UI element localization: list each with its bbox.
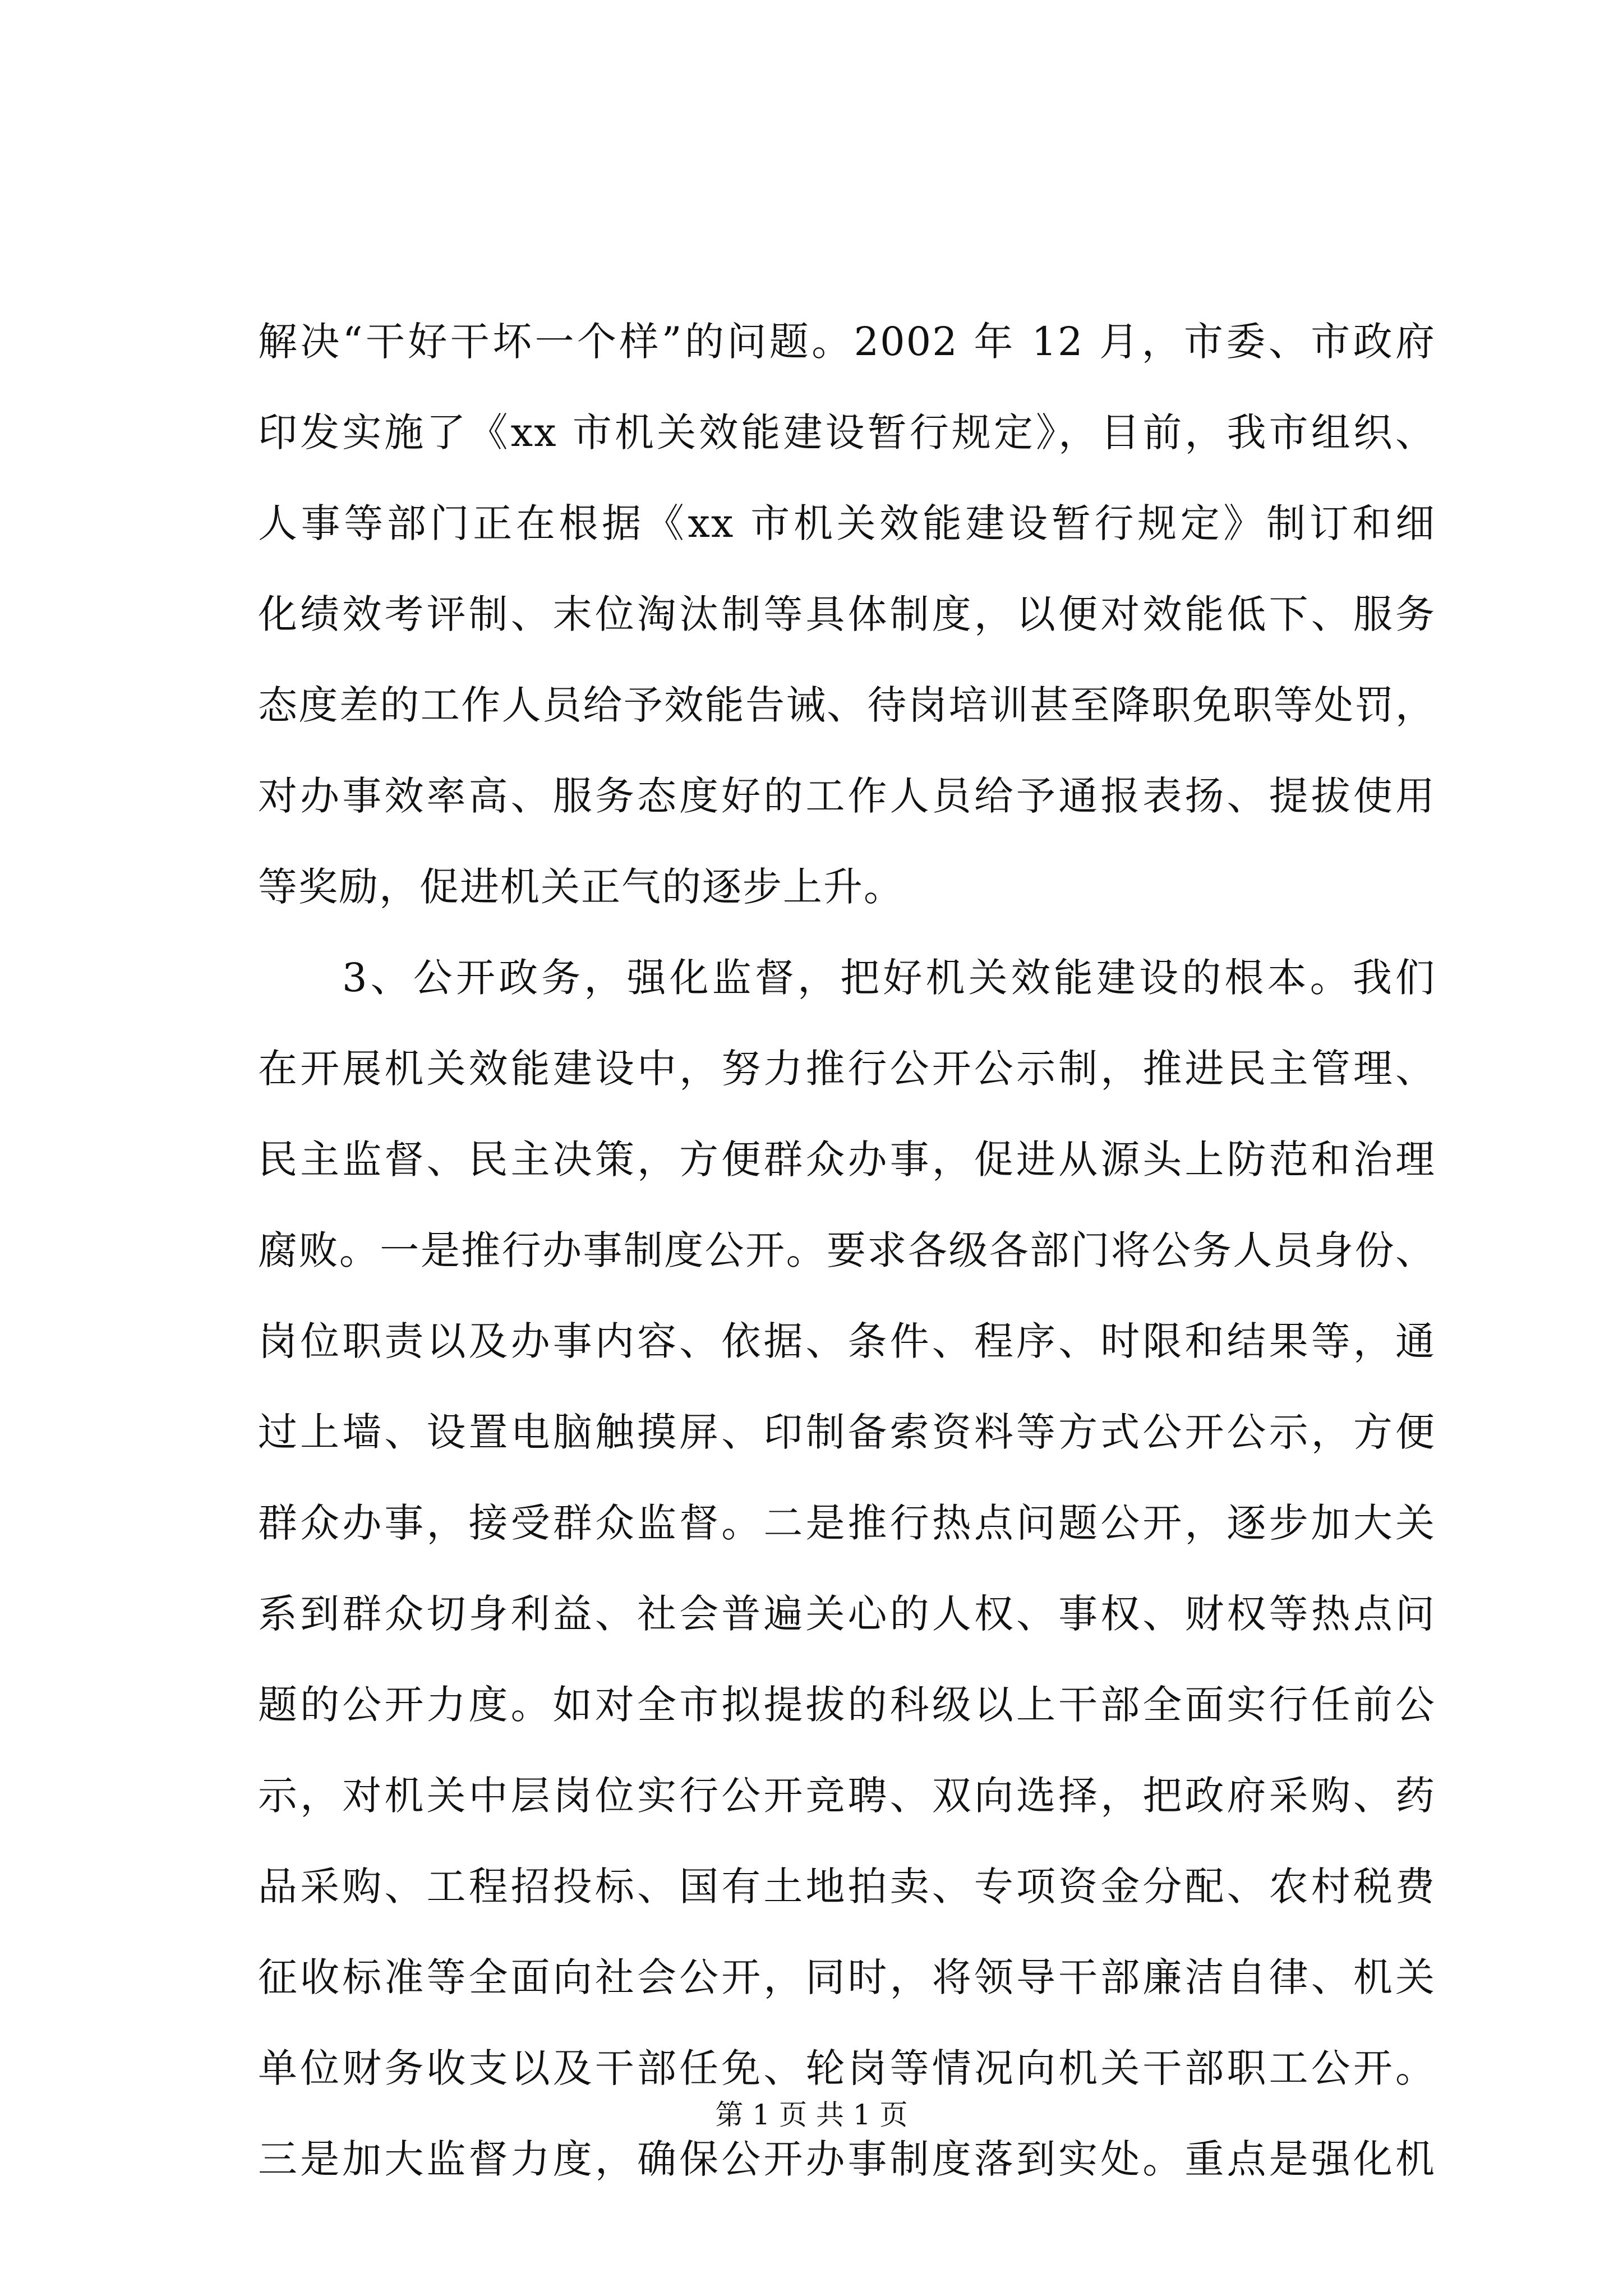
text-line: 化绩效考评制、末位淘汰制等具体制度，以便对效能低下、服务	[258, 591, 1436, 637]
text-line: 题的公开力度。如对全市拟提拔的科级以上干部全面实行任前公	[258, 1682, 1436, 1728]
text-line: 印发实施了《xx 市机关效能建设暂行规定》，目前，我市组织、	[258, 409, 1436, 455]
text-line: 对办事效率高、服务态度好的工作人员给予通报表扬、提拔使用	[258, 773, 1436, 819]
text-line: 民主监督、民主决策，方便群众办事，促进从源头上防范和治理	[258, 1137, 1436, 1182]
text-line: 群众办事，接受群众监督。二是推行热点问题公开，逐步加大关	[258, 1500, 1436, 1546]
document-body	[258, 296, 1436, 2205]
text-line: 人事等部门正在根据《xx 市机关效能建设暂行规定》制订和细	[258, 500, 1436, 546]
page-footer	[0, 2098, 1623, 2132]
text-line: 过上墙、设置电脑触摸屏、印制备索资料等方式公开公示，方便	[258, 1409, 1436, 1455]
text-line: 征收标准等全面向社会公开，同时，将领导干部廉洁自律、机关	[258, 1954, 1436, 2000]
text-line: 品采购、工程招投标、国有土地拍卖、专项资金分配、农村税费	[258, 1864, 1436, 1910]
text-line: 单位财务收支以及干部任免、轮岗等情况向机关干部职工公开。	[258, 2045, 1436, 2091]
text-line: 态度差的工作人员给予效能告诫、待岗培训甚至降职免职等处罚，	[258, 682, 1436, 728]
text-line: 等奖励，促进机关正气的逐步上升。	[258, 864, 904, 910]
paragraph-start-line: 3、公开政务，强化监督，把好机关效能建设的根本。我们	[342, 955, 1436, 1001]
text-line: 岗位职责以及办事内容、依据、条件、程序、时限和结果等，通	[258, 1318, 1436, 1364]
text-line: 解决“干好干坏一个样”的问题。2002 年 12 月，市委、市政府	[258, 319, 1436, 365]
text-line: 示，对机关中层岗位实行公开竞聘、双向选择，把政府采购、药	[258, 1773, 1436, 1819]
text-line: 腐败。一是推行办事制度公开。要求各级各部门将公务人员身份、	[258, 1227, 1436, 1273]
text-line: 系到群众切身利益、社会普遍关心的人权、事权、财权等热点问	[258, 1591, 1436, 1637]
page-number-label: 第 1 页 共 1 页	[715, 2099, 908, 2131]
text-line: 三是加大监督力度，确保公开办事制度落到实处。重点是强化机	[258, 2136, 1436, 2182]
text-line: 在开展机关效能建设中，努力推行公开公示制，推进民主管理、	[258, 1046, 1436, 1092]
